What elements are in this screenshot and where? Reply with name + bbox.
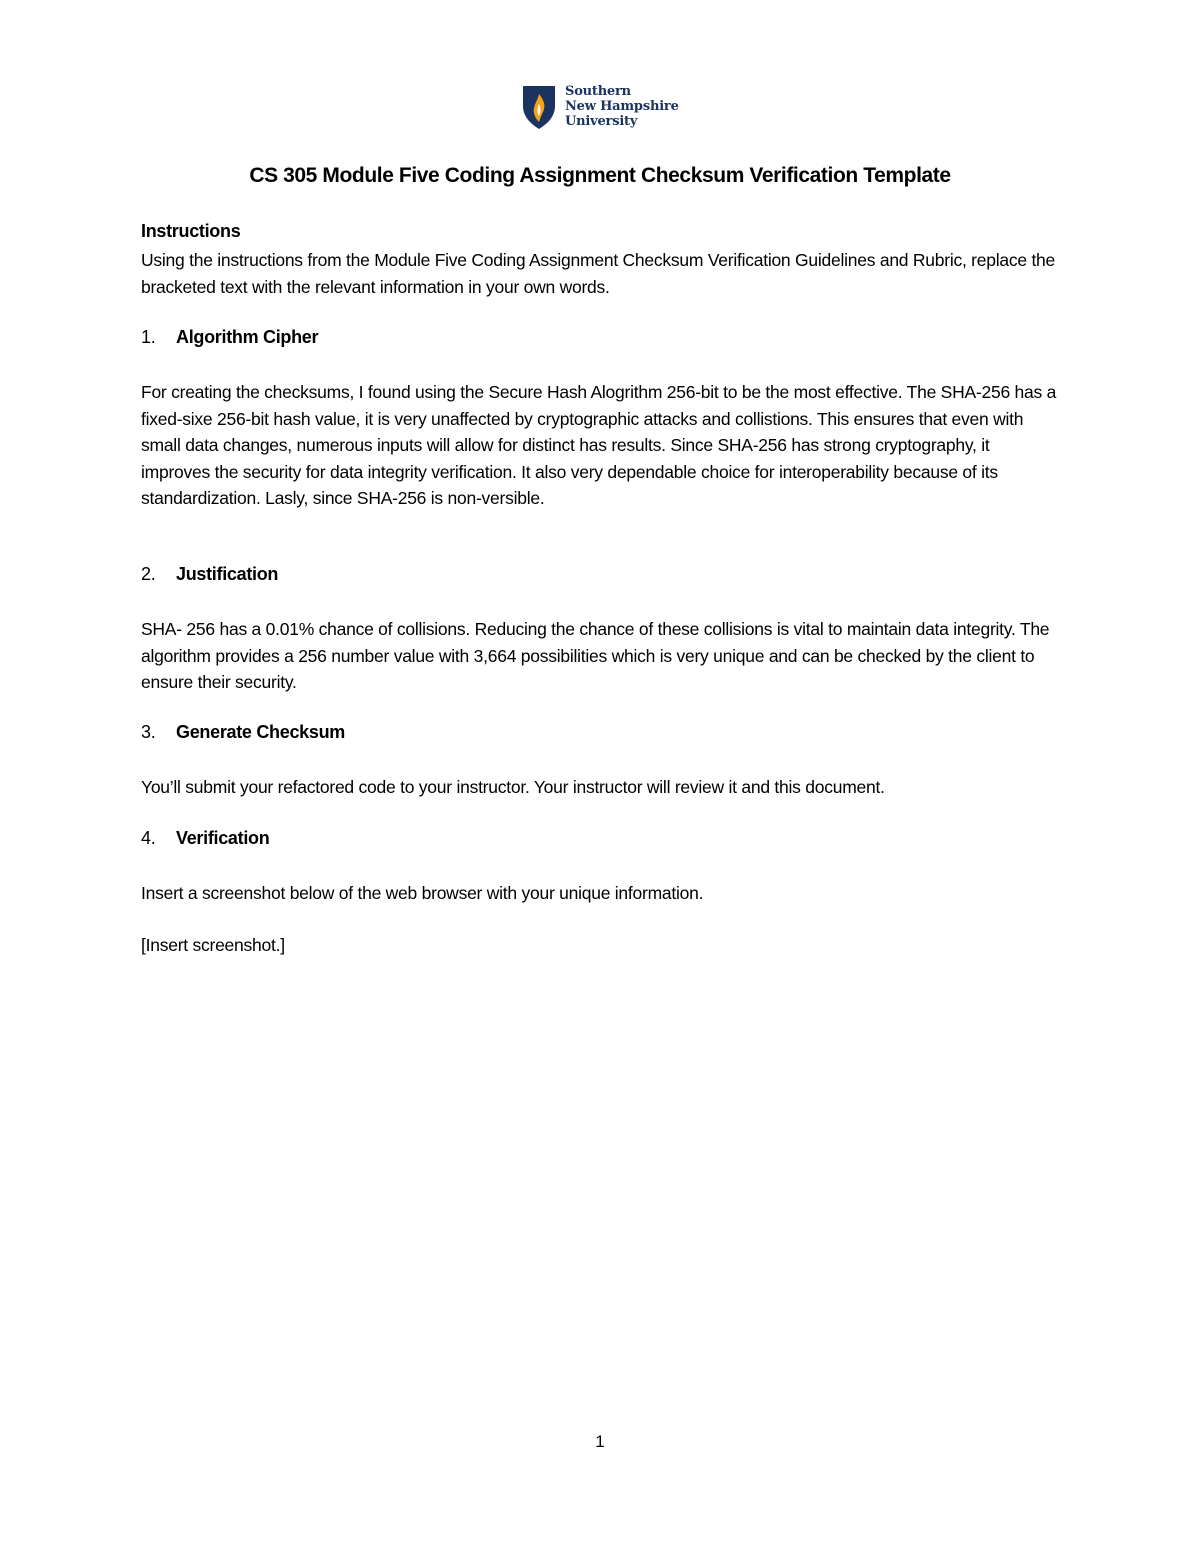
section-2-body: SHA- 256 has a 0.01% chance of collisions. Reducing the chance of these collisions is vital to maintain data integrity. The algorithm provides a 256 number value with 3,664 possibilities which is very unique and can be checked by the client to ensure their security. xyxy=(141,619,1050,692)
logo-line-3: University xyxy=(565,114,638,129)
section-1-heading xyxy=(141,327,318,348)
section-2-title: Justification xyxy=(176,564,279,584)
section-3-number: 3. xyxy=(141,722,156,742)
section-2-number: 2. xyxy=(141,564,156,584)
section-1-number: 1. xyxy=(141,327,156,347)
logo-line-2: New Hampshire xyxy=(565,99,679,114)
section-4-body: Insert a screenshot below of the web browser with your unique information. xyxy=(141,883,704,903)
section-1-title: Algorithm Cipher xyxy=(176,327,319,347)
section-3-title: Generate Checksum xyxy=(176,722,345,742)
section-3-heading xyxy=(141,722,345,743)
logo-wordmark xyxy=(565,84,679,129)
section-4-heading xyxy=(141,828,269,849)
shield-flame-icon xyxy=(521,84,557,130)
section-4-title: Verification xyxy=(176,828,270,848)
logo-line-1: Southern xyxy=(565,84,631,99)
instructions-heading: Instructions xyxy=(141,221,241,241)
section-4-number: 4. xyxy=(141,828,156,848)
instructions-text: Using the instructions from the Module Five Coding Assignment Checksum Verification Guidelines and Rubric, replace the bracketed text with the relevant information in your own words. xyxy=(141,250,1056,297)
document-title: CS 305 Module Five Coding Assignment Checksum Verification Template xyxy=(249,164,951,187)
university-logo xyxy=(521,84,679,130)
section-2-heading xyxy=(141,564,278,585)
section-3-body: You’ll submit your refactored code to your instructor. Your instructor will review it and this document. xyxy=(141,777,885,797)
screenshot-placeholder: [Insert screenshot.] xyxy=(141,935,285,955)
page-number: 1 xyxy=(595,1432,605,1451)
section-1-body: For creating the checksums, I found using the Secure Hash Alogrithm 256-bit to be the most effective. The SHA-256 has a fixed-sixe 256-bit hash value, it is very unaffected by cryptographic attacks and collistions. This ensures that even with small data changes, numerous inputs will allow for distinct has results. Since SHA-256 has strong cryptography, it improves the security for data integrity verification. It also very dependable choice for interoperability because of its standardization. Lasly, since SHA-256 is non-versible. xyxy=(141,382,1057,508)
